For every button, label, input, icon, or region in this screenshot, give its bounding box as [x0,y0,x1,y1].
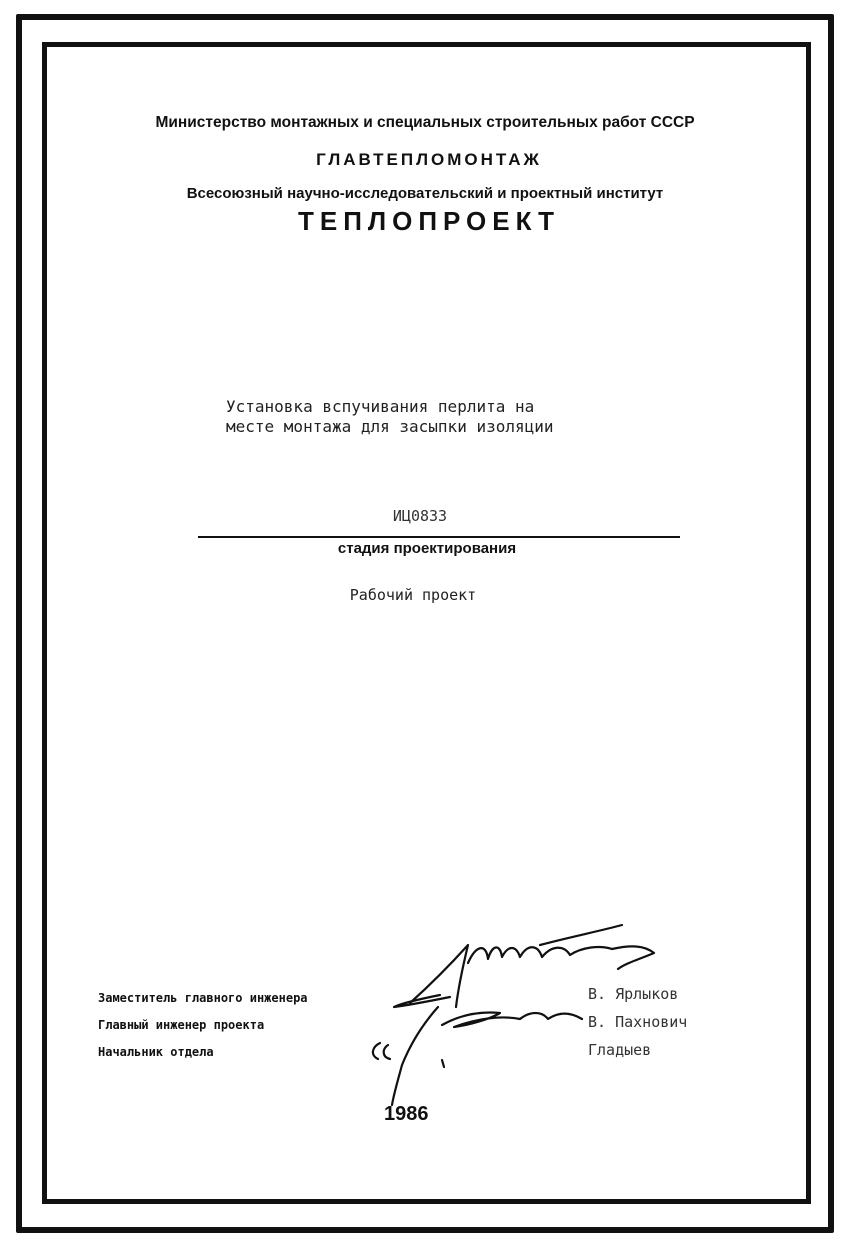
divider-line [198,536,680,538]
project-title-line-2: месте монтажа для засыпки изоляции [226,417,554,436]
stage-value: Рабочий проект [349,586,477,604]
project-code: ИЦ0833 [392,507,448,525]
ministry-name: Министерство монтажных и специальных строительных работ СССР [155,114,695,131]
glavk-name: ГЛАВТЕПЛОМОНТАЖ [316,150,542,169]
signatory-name-1: В. Ярлыков [588,985,679,1003]
institute-name: ТЕПЛОПРОЕКТ [297,206,561,236]
stage-label: стадия проектирования [337,540,517,557]
signatory-name-2: В. Пахнович [588,1013,688,1031]
signatory-role-3: Начальник отдела [98,1045,214,1059]
signatory-name-3: Гладыев [588,1041,652,1059]
project-title [226,397,554,437]
project-title-line-1: Установка вспучивания перлита на [226,397,535,416]
signatory-role-1: Заместитель главного инженера [98,991,308,1005]
signatory-role-2: Главный инженер проекта [98,1018,265,1032]
handwritten-signatures [350,915,670,1115]
institute-description: Всесоюзный научно-исследовательский и проектный институт [186,185,664,202]
year: 1986 [384,1103,429,1125]
